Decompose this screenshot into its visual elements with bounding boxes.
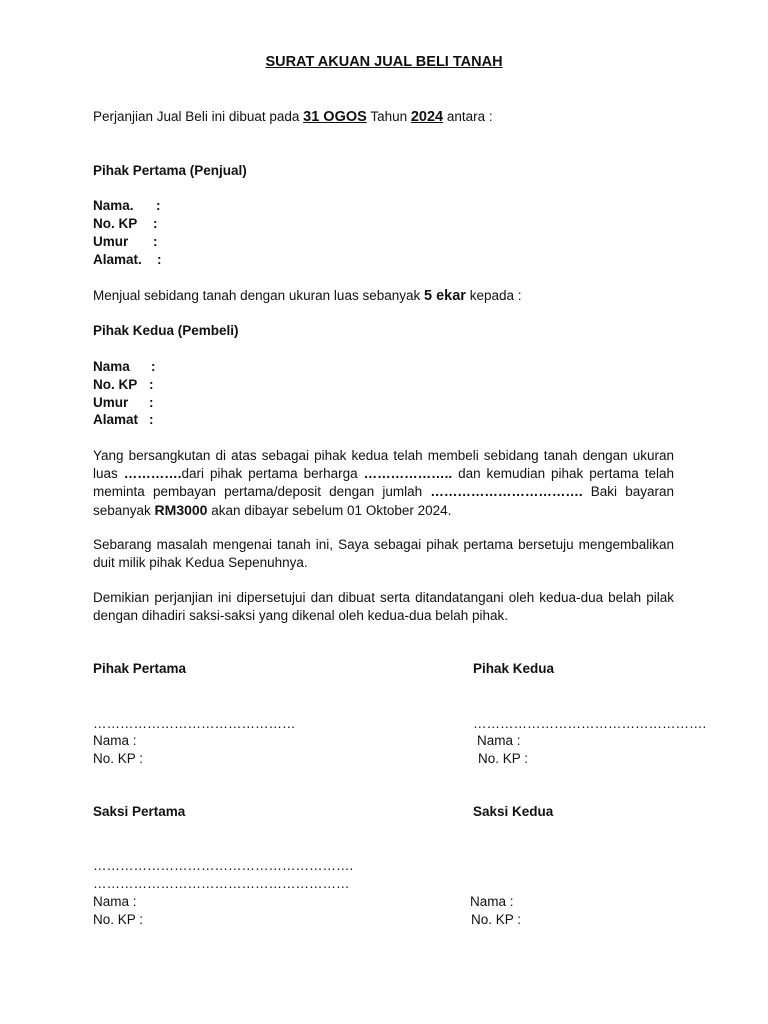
intro-year: 2024 [410,109,444,125]
field-label: No. KP [93,216,138,231]
intro-middle: Tahun [366,109,411,124]
field-label: Alamat. [93,252,142,267]
field-colon: : [153,234,158,249]
p1-amount: RM3000 [154,502,208,518]
witness-left-name: Nama : [93,894,137,909]
sale-before: Menjual sebidang tanah dengan ukuran luas sebanyak [93,288,424,303]
field-label: Nama. [93,198,134,213]
field-label: No. KP [93,377,138,392]
p1-text-4: Baki bayaran sebanyak [93,484,674,518]
second-party-age-row [93,394,154,412]
field-colon: : [149,395,154,410]
p1-blank-3: ……………………………. [430,484,583,499]
intro-date: 31 OGOS [303,109,367,125]
field-colon: : [157,252,162,267]
p1-text-1: Yang bersangkutan di atas sebagai pihak kedua telah membeli sebidang tanah dengan ukuran luas [93,448,674,481]
first-party-kp-row [93,215,158,233]
p1-text-5: akan dibayar sebelum 01 Oktober 2024. [207,503,452,518]
witness-left-heading: Saksi Pertama [93,804,186,819]
p1-blank-1: …………. [123,466,182,481]
witness-right-kp: No. KP : [471,912,522,927]
field-label: Umur [93,395,129,410]
field-label: Nama [93,359,130,374]
second-party-address-row [93,411,154,429]
signature-left-line: ……………………………………… [93,716,296,731]
field-colon: : [149,377,154,392]
agreement-paragraph-1 [93,447,674,520]
p1-text-3: dan kemudian pihak pertama telah meminta pembayan pertama/deposit dengan jumlah [93,466,674,499]
sale-after: kepada : [465,288,522,303]
second-party-kp-row [93,376,154,394]
second-party-heading: Pihak Kedua (Pembeli) [93,323,239,338]
p1-blank-2: ……………….. [363,466,453,481]
signature-right-line: ……………………………………………. [473,716,707,731]
witness-left-line-1: …………………………………………………. [93,858,354,873]
first-party-name-row [93,197,161,215]
second-party-name-row [93,358,156,376]
witness-right-heading: Saksi Kedua [473,804,554,819]
signature-left-name: Nama : [93,733,137,748]
witness-left-line-2: ………………………………………………… [93,876,350,891]
p1-text-2: dari pihak pertama berharga [181,466,364,481]
first-party-heading: Pihak Pertama (Penjual) [93,163,247,178]
first-party-address-row [93,251,162,269]
first-party-age-row [93,233,158,251]
field-colon: : [151,359,156,374]
signature-right-name: Nama : [477,733,521,748]
agreement-paragraph-3: Demikian perjanjian ini dipersetujui dan dibuat serta ditandatangani oleh kedua-dua belah pilak dengan dihadiri saksi-saksi yang dikenal oleh kedua-dua belah pihak. [93,590,674,623]
signature-right-heading: Pihak Kedua [473,661,555,676]
signature-left-heading: Pihak Pertama [93,661,187,676]
field-colon: : [149,412,154,427]
witness-left-kp: No. KP : [93,912,144,927]
field-label: Umur [93,234,129,249]
signature-right-kp: No. KP : [478,751,529,766]
signature-left-kp: No. KP : [93,751,144,766]
sale-line [93,287,521,305]
agreement-paragraph-2: Sebarang masalah mengenai tanah ini, Saya sebagai pihak pertama bersetuju mengembalikan duit milik pihak Kedua Sepenuhnya. [93,537,674,570]
field-colon: : [156,198,161,213]
document-title: SURAT AKUAN JUAL BELI TANAH [265,54,503,70]
field-colon: : [153,216,158,231]
intro-after: antara : [443,109,493,124]
sale-amount: 5 ekar [424,288,466,304]
witness-right-name: Nama : [470,894,514,909]
intro-before: Perjanjian Jual Beli ini dibuat pada [93,109,304,124]
field-label: Alamat [93,412,139,427]
intro-line [93,108,493,126]
